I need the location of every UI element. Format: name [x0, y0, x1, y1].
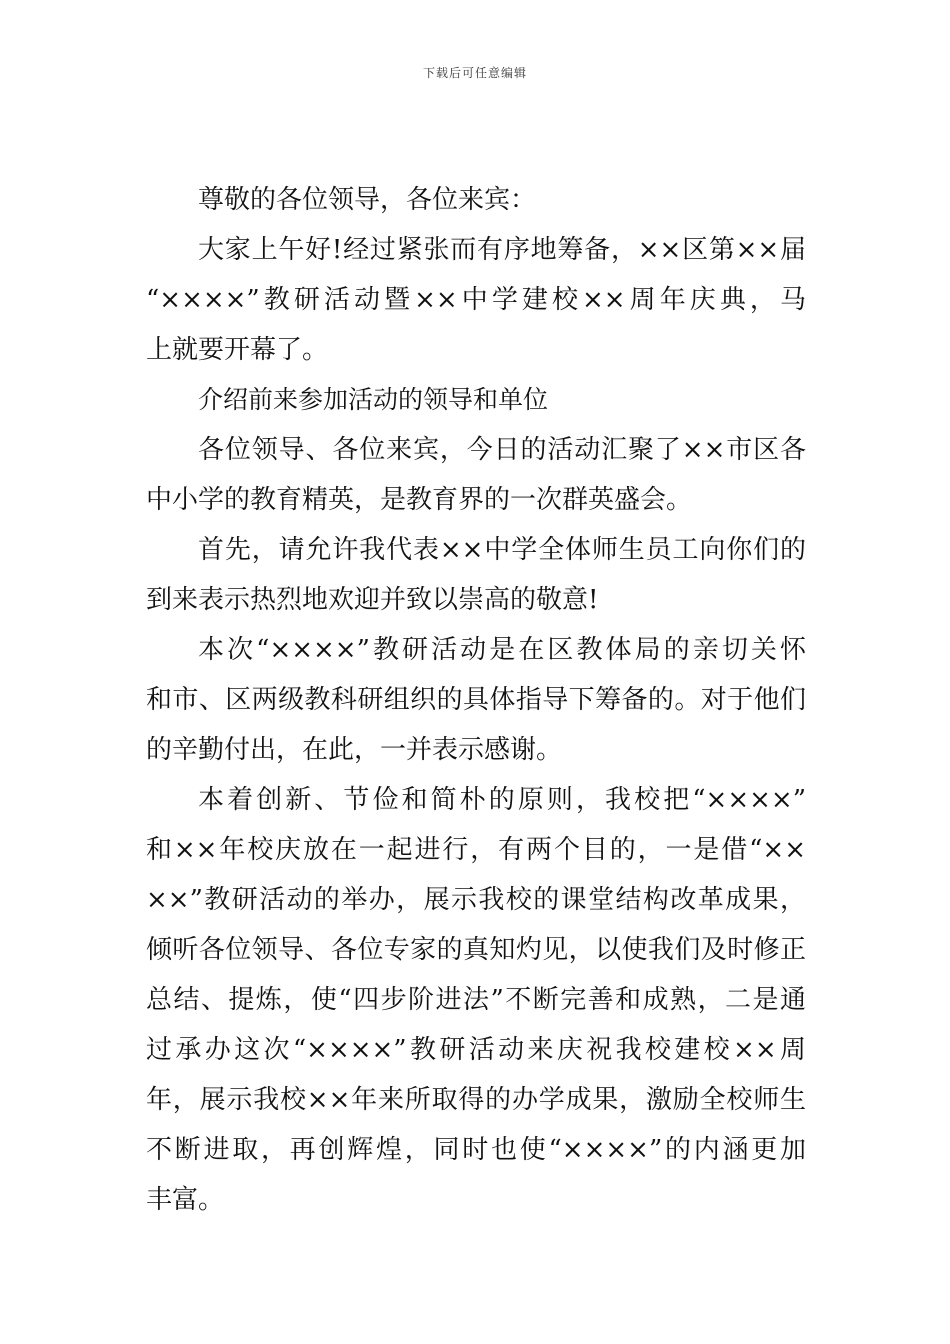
section-heading: 介绍前来参加活动的领导和单位 — [198, 385, 549, 414]
paragraph-line: ××”教研活动的举办，展示我校的课堂结构改革成果， — [146, 885, 806, 915]
paragraph-line: 本着创新、节俭和简朴的原则，我校把“××××” — [198, 785, 806, 815]
salutation-line: 尊敬的各位领导，各位来宾： — [198, 185, 537, 215]
paragraph-line: 上就要开幕了。 — [146, 335, 329, 365]
paragraph-line: 本次“××××”教研活动是在区教体局的亲切关怀 — [198, 635, 806, 665]
paragraph-line: 倾听各位领导、各位专家的真知灼见，以使我们及时修正 — [146, 935, 806, 965]
paragraph-line: 总结、提炼，使“四步阶进法”不断完善和成熟，二是通 — [146, 985, 806, 1015]
paragraph-line: 各位领导、各位来宾，今日的活动汇聚了××市区各 — [198, 435, 806, 465]
paragraph-line: 的辛勤付出，在此，一并表示感谢。 — [146, 735, 563, 765]
speech-body — [146, 175, 806, 1225]
paragraph-line: 和市、区两级教科研组织的具体指导下筹备的。对于他们 — [146, 685, 806, 715]
paragraph-line: “××××”教研活动暨××中学建校××周年庆典，马 — [146, 285, 806, 315]
paragraph-line: 过承办这次“××××”教研活动来庆祝我校建校××周 — [146, 1035, 806, 1065]
paragraph-line: 首先，请允许我代表××中学全体师生员工向你们的 — [198, 535, 806, 565]
paragraph-line: 到来表示热烈地欢迎并致以崇高的敬意! — [146, 585, 599, 615]
paragraph-line: 丰富。 — [146, 1185, 225, 1215]
paragraph-line: 年，展示我校××年来所取得的办学成果，激励全校师生 — [146, 1085, 806, 1115]
paragraph-line: 不断进取，再创辉煌，同时也使“××××”的内涵更加 — [146, 1135, 806, 1165]
paragraph-line: 大家上午好!经过紧张而有序地筹备，××区第××届 — [198, 235, 806, 265]
paragraph-line: 和××年校庆放在一起进行，有两个目的，一是借“×× — [146, 835, 806, 865]
paragraph-line: 中小学的教育精英，是教育界的一次群英盛会。 — [146, 485, 693, 515]
page-header-note: 下载后可任意编辑 — [422, 66, 527, 80]
